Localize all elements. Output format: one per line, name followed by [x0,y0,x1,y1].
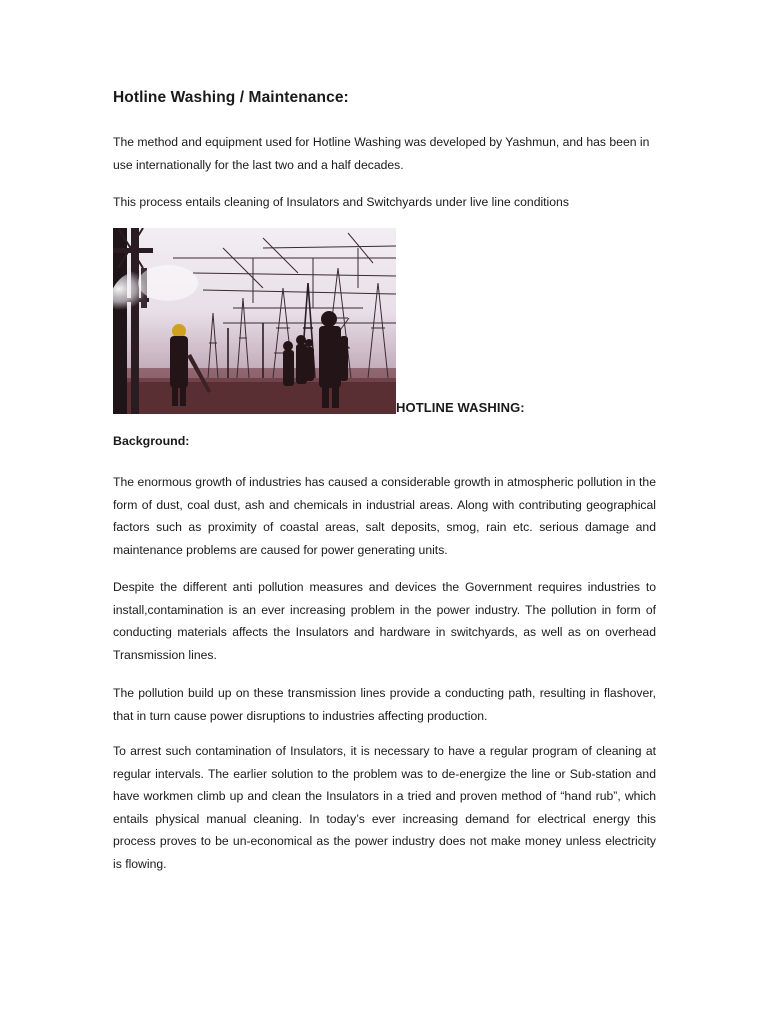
page-title: Hotline Washing / Maintenance: [113,89,349,106]
intro-paragraph: The method and equipment used for Hotline Washing was developed by Yashmun, and has been in use internationally for the last two and a half decades. [113,135,650,172]
body-paragraph: To arrest such contamination of Insulators, it is necessary to have a regular program of cleaning at regular intervals. The earlier solution to the problem was to de-energize the line or Sub-station and have workmen climb up and clean the Insulators in a tried and proven method of “hand rub”, which entails physical manual cleaning. In today’s ever increasing demand for electrical energy this process proves to be un-economical as the power industry does not make money unless electricity is flowing. [113,744,656,871]
body-paragraph: The pollution build up on these transmission lines provide a conducting path, resulting in flashover, that in turn cause power disruptions to industries affecting production. [113,686,656,723]
body-paragraph: Despite the different anti pollution measures and devices the Government requires industries to install,contamination is an ever increasing problem in the power industry. The pollution in form of conducting materials affects the Insulators and hardware in switchyards, as well as on overhead Transmission lines. [113,580,656,662]
process-description: This process entails cleaning of Insulators and Switchyards under live line conditions [113,195,569,209]
photo-caption: HOTLINE WASHING: [396,400,525,415]
hotline-washing-photo [113,228,396,414]
section-heading-background: Background: [113,434,190,448]
body-paragraph: The enormous growth of industries has caused a considerable growth in atmospheric pollution in the form of dust, coal dust, ash and chemicals in industrial areas. Along with contributing geographical factors such as proximity of coastal areas, salt deposits, smog, rain etc. serious damage and maintenance problems are caused for power generating units. [113,475,656,557]
